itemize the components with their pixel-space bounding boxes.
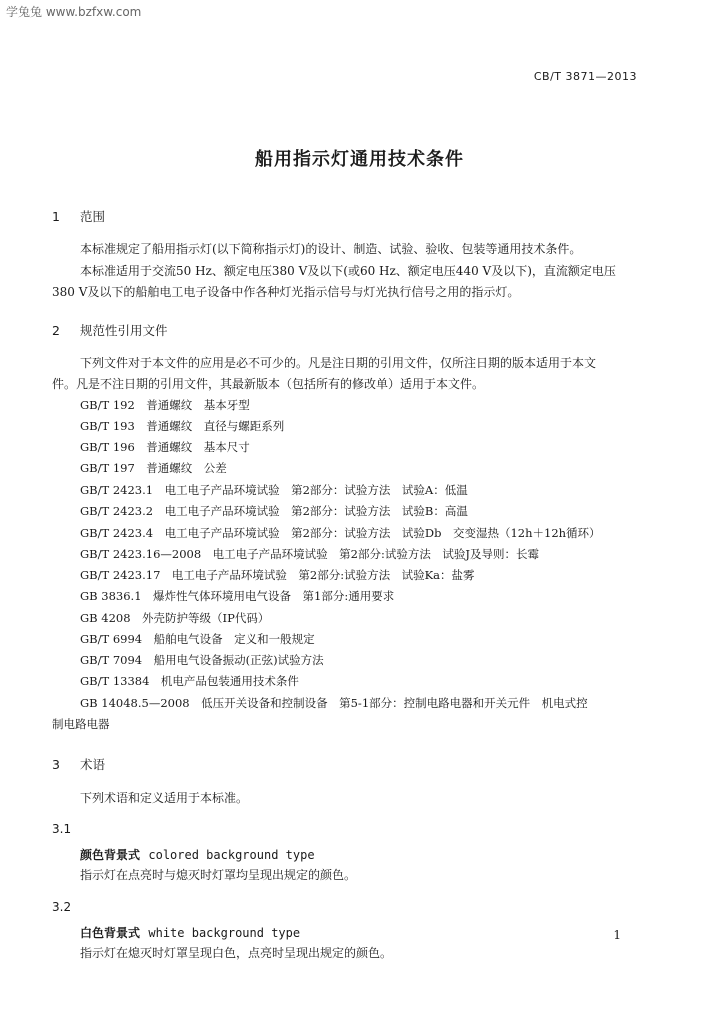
reference-item: GB/T 7094 船用电气设备振动(正弦)试验方法: [80, 653, 324, 667]
section-3-heading: [52, 755, 105, 773]
normative-intro-cont: 件。凡是不注日期的引用文件，其最新版本（包括所有的修改单）适用于本文件。: [52, 377, 485, 391]
reference-item: GB/T 6994 船舶电气设备 定义和一般规定: [80, 632, 315, 646]
watermark: 学兔兔 www.bzfxw.com: [6, 5, 142, 19]
reference-item-cont: 制电路电器: [52, 717, 110, 731]
section-title: 规范性引用文件: [80, 323, 168, 338]
reference-item: GB/T 197 普通螺纹 公差: [80, 461, 227, 475]
reference-item: GB 3836.1 爆炸性气体环境用电气设备 第1部分:通用要求: [80, 589, 395, 603]
reference-item: GB 14048.5—2008 低压开关设备和控制设备 第5-1部分：控制电路电器和开关元件 机电式控: [80, 696, 588, 710]
section-title: 范围: [80, 209, 106, 224]
scope-paragraph-1: 本标准规定了船用指示灯(以下简称指示灯)的设计、制造、试验、验收、包装等通用技术条件。: [80, 242, 582, 256]
normative-intro: 下列文件对于本文件的应用是必不可少的。凡是注日期的引用文件，仅所注日期的版本适用于本文: [80, 356, 597, 370]
term-3-2-definition: 指示灯在熄灭时灯罩呈现白色，点亮时呈现出规定的颜色。: [80, 946, 393, 960]
reference-item: GB/T 2423.4 电工电子产品环境试验 第2部分：试验方法 试验Db 交变湿热（12h＋12h循环）: [80, 526, 601, 540]
scope-paragraph-2-cont: 380 V及以下的船舶电工电子设备中作各种灯光指示信号与灯光执行信号之用的指示灯。: [52, 285, 520, 299]
term-3-2-number: 3.2: [52, 900, 72, 914]
reference-item: GB/T 196 普通螺纹 基本尺寸: [80, 440, 250, 454]
reference-item: GB/T 2423.17 电工电子产品环境试验 第2部分:试验方法 试验Ka：盐雾: [80, 568, 475, 582]
standard-number: CB/T 3871—2013: [533, 70, 637, 83]
reference-item: GB/T 2423.16—2008 电工电子产品环境试验 第2部分:试验方法 试验J及导则：长霉: [80, 547, 539, 561]
page-number: 1: [613, 928, 621, 942]
reference-item: GB 4208 外壳防护等级（IP代码）: [80, 611, 270, 625]
scope-paragraph-2: 本标准适用于交流50 Hz、额定电压380 V及以下(或60 Hz、额定电压440 V及以下)，直流额定电压: [80, 264, 616, 278]
section-number: 1: [52, 209, 60, 224]
term-3-1-definition: 指示灯在点亮时与熄灭时灯罩均呈现出规定的颜色。: [80, 868, 357, 882]
section-title: 术语: [80, 757, 106, 772]
term-cn: 白色背景式: [80, 926, 141, 940]
term-cn: 颜色背景式: [80, 848, 141, 862]
reference-item: GB/T 13384 机电产品包装通用技术条件: [80, 674, 299, 688]
term-3-2-title: [80, 924, 300, 941]
section-2-heading: [52, 321, 168, 339]
section-1-heading: [52, 207, 105, 225]
reference-item: GB/T 2423.2 电工电子产品环境试验 第2部分：试验方法 试验B：高温: [80, 504, 468, 518]
reference-item: GB/T 193 普通螺纹 直径与螺距系列: [80, 419, 285, 433]
reference-item: GB/T 192 普通螺纹 基本牙型: [80, 398, 250, 412]
term-3-1-number: 3.1: [52, 822, 72, 836]
section-number: 2: [52, 323, 60, 338]
term-en: colored background type: [148, 848, 315, 862]
term-en: white background type: [148, 926, 301, 940]
term-3-1-title: [80, 846, 315, 863]
document-title: 船用指示灯通用技术条件: [255, 149, 464, 170]
terms-intro: 下列术语和定义适用于本标准。: [80, 791, 249, 805]
section-number: 3: [52, 757, 60, 772]
reference-item: GB/T 2423.1 电工电子产品环境试验 第2部分：试验方法 试验A：低温: [80, 483, 468, 497]
